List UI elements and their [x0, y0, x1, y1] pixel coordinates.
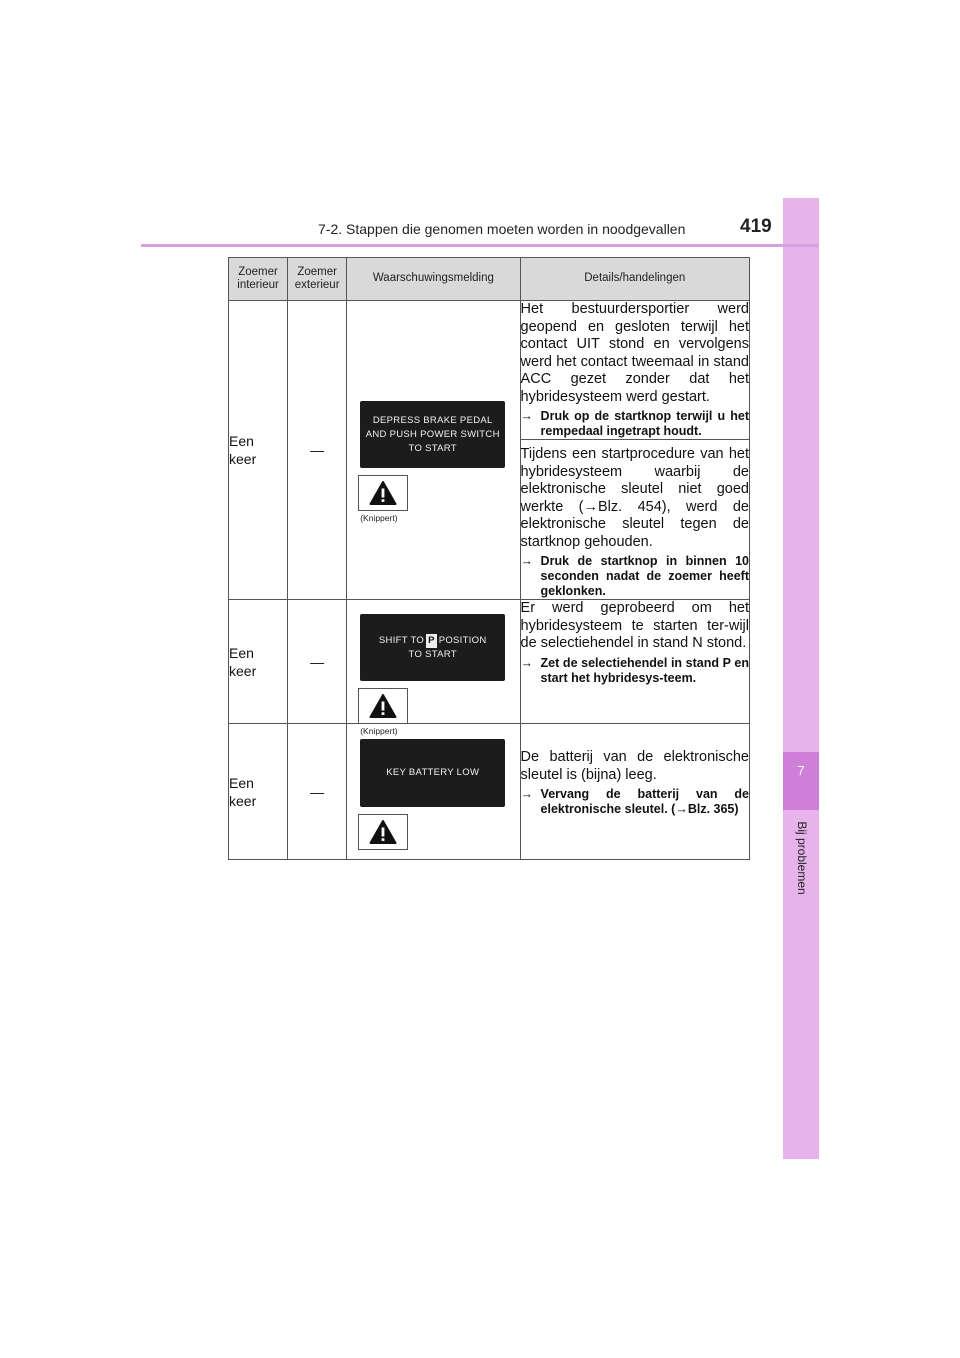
page-header-title: 7-2. Stappen die genomen moeten worden in noodgevallen: [318, 221, 686, 237]
table-row: [229, 301, 750, 440]
arrow-icon: →: [520, 554, 534, 568]
interior-buzzer-count: Een keer: [229, 301, 288, 600]
warning-triangle-icon: [369, 819, 397, 845]
warning-triangle-icon: [369, 693, 397, 719]
action-text: Druk de startknop in binnen 10 seconden nadat de zoemer heeft geklonken.: [540, 554, 749, 598]
warning-indicator: [358, 814, 408, 850]
warning-message-cell: [347, 724, 520, 860]
screen-text: AND PUSH POWER SWITCH: [365, 428, 500, 440]
details-text: De batterij van de elektronische sleutel is (bijna) leeg.: [520, 749, 749, 783]
action-instruction: [521, 554, 749, 599]
details-cell: [520, 600, 749, 724]
arrow-icon: →: [520, 655, 534, 670]
display-screen: [360, 739, 505, 807]
action-instruction: [521, 656, 749, 686]
action-instruction: [521, 409, 749, 439]
exterior-buzzer-count: —: [288, 724, 347, 860]
screen-text: DEPRESS BRAKE PEDAL: [372, 414, 493, 426]
exterior-buzzer-count: —: [288, 600, 347, 724]
action-instruction: [521, 787, 749, 817]
column-header: Zoemer exterieur: [288, 258, 347, 301]
details-cell: [520, 440, 749, 600]
arrow-icon: →: [520, 409, 534, 423]
chapter-side-tab: [783, 198, 819, 1159]
chapter-marker: [783, 752, 819, 810]
chapter-label: Bij problemen: [795, 821, 809, 895]
p-position-icon: P: [428, 634, 435, 646]
arrow-icon: →: [520, 787, 534, 801]
flashing-note: (Knippert): [360, 513, 398, 523]
screen-text: TO START: [408, 648, 457, 660]
details-text: Tijdens een startprocedure van het hybridesysteem waarbij de elektronische sleutel niet goed werkte (→Blz. 454), werd de elektronische sleutel tegen de startknop gehouden.: [520, 446, 749, 550]
warning-message-cell: [347, 600, 520, 736]
flashing-note: (Knippert): [360, 726, 398, 736]
column-header: Waarschuwingsmelding: [347, 258, 520, 301]
table-row: [229, 600, 750, 724]
warning-triangle-icon: [369, 480, 397, 506]
warning-message-cell: [347, 301, 520, 600]
column-header: Zoemer interieur: [229, 258, 288, 301]
display-screen: [360, 401, 505, 468]
screen-text: KEY BATTERY LOW: [386, 767, 480, 778]
interior-buzzer-count: Een keer: [229, 724, 288, 860]
details-text: Er werd geprobeerd om het hybridesysteem te starten ter-wijl de selectiehendel in stand N stond.: [520, 600, 749, 651]
exterior-buzzer-count: —: [288, 301, 347, 600]
screen-text: TO START: [408, 442, 457, 454]
warning-indicator: [358, 688, 408, 724]
warning-table: [228, 257, 750, 860]
chapter-number: 7: [797, 763, 805, 778]
interior-buzzer-count: Een keer: [229, 600, 288, 724]
screen-text-line: [379, 634, 487, 648]
details-cell: [520, 724, 749, 860]
details-text: Het bestuurdersportier werd geopend en gesloten terwijl het contact UIT stond en vervolgens werd het contact tweemaal in stand ACC gezet zonder dat het hybridesysteem werd gestart.: [520, 301, 749, 405]
header-rule: [141, 244, 819, 247]
screen-text: SHIFT TO: [378, 634, 425, 646]
column-header: Details/handelingen: [520, 258, 749, 301]
warning-indicator: [358, 475, 408, 511]
table-row: [229, 724, 750, 860]
action-text: Zet de selectiehendel in stand P en start het hybridesys-teem.: [540, 655, 749, 685]
action-text: Vervang de batterij van de elektronische sleutel. (→Blz. 365): [540, 787, 749, 816]
action-text: Druk op de startknop terwijl u het rempedaal ingetrapt houdt.: [540, 409, 749, 438]
page-number: 419: [740, 216, 772, 237]
details-cell: [520, 301, 749, 440]
screen-text: POSITION: [438, 634, 487, 646]
display-screen: [360, 614, 505, 681]
table-header-row: [229, 258, 750, 301]
